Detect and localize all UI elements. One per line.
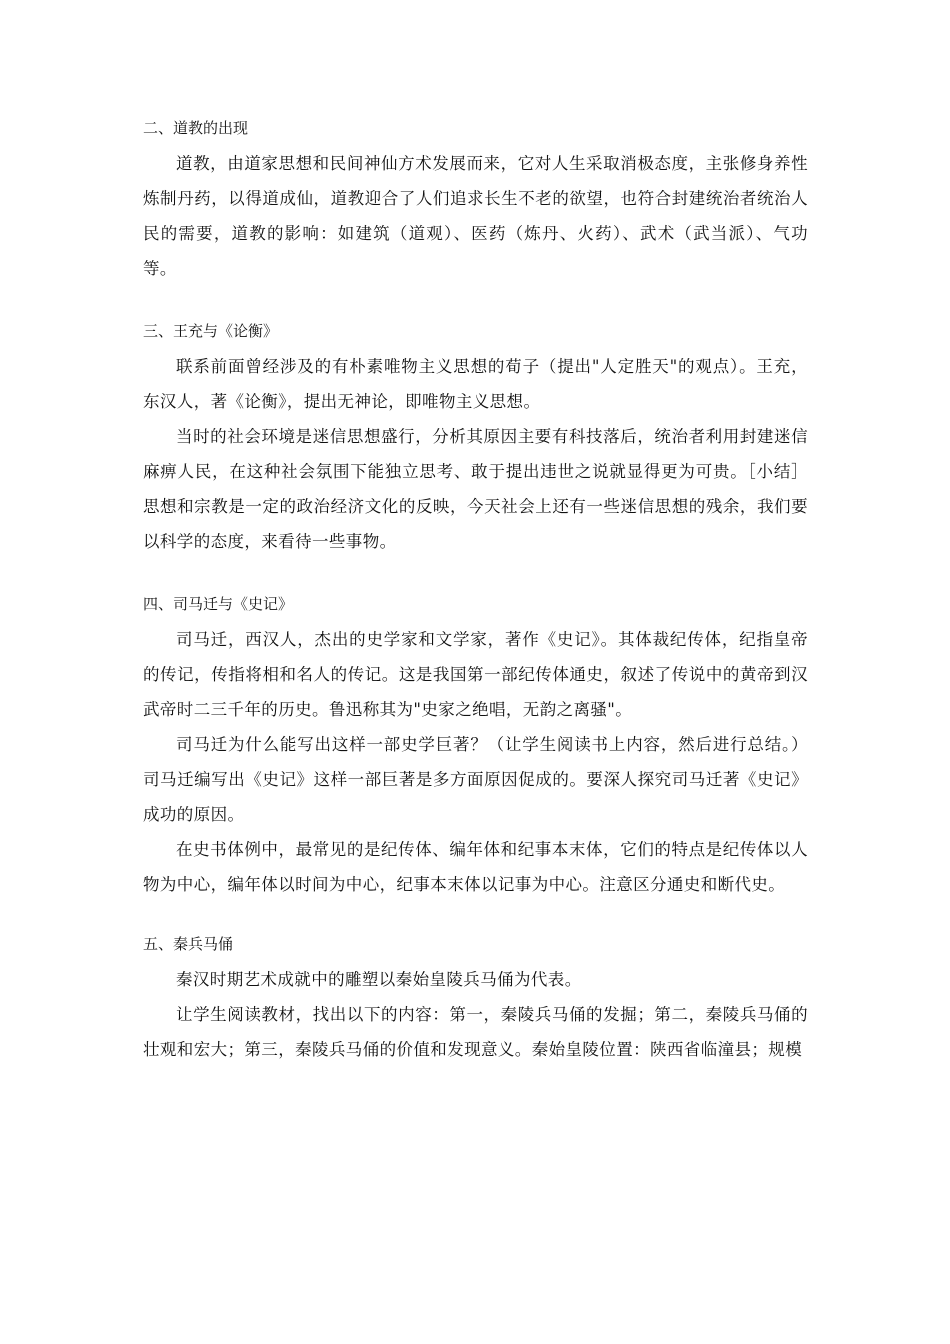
paragraph: 在史书体例中，最常见的是纪传体、编年体和纪事本末体，它们的特点是纪传体以人物为中心，编年体以时间为中心，纪事本末体以记事为中心。注意区分通史和断代史。 bbox=[143, 840, 808, 894]
paragraph: 联系前面曾经涉及的有朴素唯物主义思想的荀子（提出"人定胜天"的观点）。王充，东汉人，著《论衡》，提出无神论，即唯物主义思想。 bbox=[143, 357, 808, 411]
paragraph: 道教，由道家思想和民间神仙方术发展而来，它对人生采取消极态度，主张修身养性炼制丹药，以得道成仙，道教迎合了人们追求长生不老的欲望，也符合封建统治者统治人民的需要，道教的影响：如建筑（道观）、医药（炼丹、火药）、武术（武当派）、气功等。 bbox=[143, 154, 808, 278]
section-heading: 三、王充与《论衡》 bbox=[143, 322, 279, 340]
paragraph: 司马迁，西汉人，杰出的史学家和文学家，著作《史记》。其体裁纪传体，纪指皇帝的传记，传指将相和名人的传记。这是我国第一部纪传体通史，叙述了传说中的黄帝到汉武帝时二三千年的历史。鲁迅称其为"史家之绝唱，无韵之离骚"。 bbox=[143, 630, 808, 719]
section-heading: 五、秦兵马俑 bbox=[143, 935, 234, 953]
document-page bbox=[143, 118, 808, 1067]
paragraph: 司马迁为什么能写出这样一部史学巨著？（让学生阅读书上内容，然后进行总结。）司马迁编写出《史记》这样一部巨著是多方面原因促成的。要深人探究司马迁著《史记》成功的原因。 bbox=[143, 735, 808, 824]
paragraph: 让学生阅读教材，找出以下的内容：第一，秦陵兵马俑的发掘；第二，秦陵兵马俑的壮观和宏大；第三，秦陵兵马俑的价值和发现意义。秦始皇陵位置：陕西省临潼县；规模 bbox=[143, 1005, 808, 1059]
paragraph: 当时的社会环境是迷信思想盛行，分析其原因主要有科技落后，统治者利用封建迷信麻痹人民，在这种社会氛围下能独立思考、敢于提出违世之说就显得更为可贵。［小结］思想和宗教是一定的政治经济文化的反映，今天社会上还有一些迷信思想的残余，我们要以科学的态度，来看待一些事物。 bbox=[143, 427, 808, 551]
section-terracotta-army bbox=[143, 934, 808, 1067]
paragraph: 秦汉时期艺术成就中的雕塑以秦始皇陵兵马俑为代表。 bbox=[176, 970, 582, 989]
section-heading: 四、司马迁与《史记》 bbox=[143, 595, 294, 613]
section-sima-qian bbox=[143, 594, 808, 902]
section-wang-chong bbox=[143, 321, 808, 559]
section-heading: 二、道教的出现 bbox=[143, 119, 249, 137]
section-taoism bbox=[143, 118, 808, 286]
